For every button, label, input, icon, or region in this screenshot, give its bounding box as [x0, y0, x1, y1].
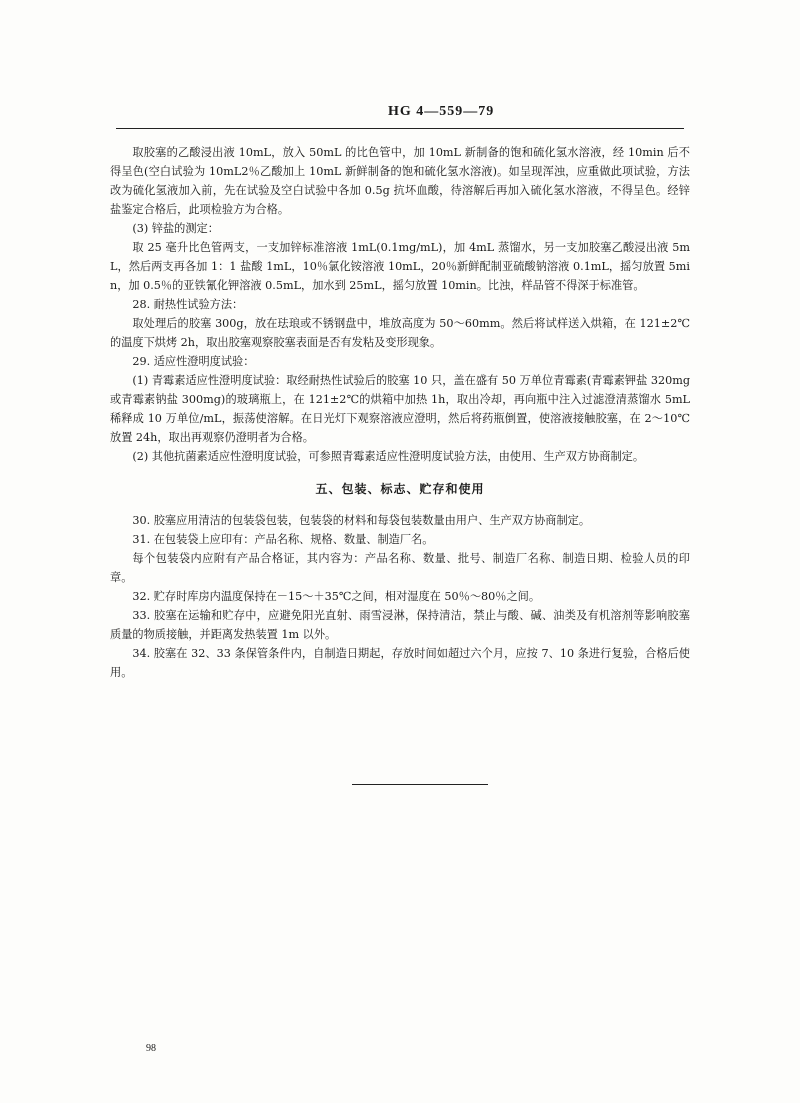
paragraph-other-antibiotics: (2) 其他抗菌素适应性澄明度试验，可参照青霉素适应性澄明度试验方法，由使用、生产双方协商制定。	[132, 450, 645, 463]
section-title: 五、包装、标志、贮存和使用	[315, 482, 485, 496]
item-33: 33. 胶塞在运输和贮存中，应避免阳光直射、雨雪浸淋，保持清洁，禁止与酸、碱、油类及有机溶剂等影响胶塞质量的物质接触，并距离发热装置 1m 以外。	[110, 609, 690, 641]
page-number: 98	[146, 1043, 156, 1054]
item-34: 34. 胶塞在 32、33 条保管条件内，自制造日期起，存放时间如超过六个月，应按 7、10 条进行复验，合格后使用。	[110, 647, 690, 679]
subheading-zinc-salt: (3) 锌盐的测定：	[132, 222, 219, 235]
document-body	[110, 143, 690, 682]
item-31: 31. 在包装袋上应印有：产品名称、规格、数量、制造厂名。	[132, 533, 434, 546]
item-30: 30. 胶塞应用清洁的包装袋包装，包装袋的材料和每袋包装数量由用户、生产双方协商制定。	[132, 514, 591, 527]
item-31-certificate: 每个包装袋内应附有产品合格证，其内容为：产品名称、数量、批号、制造厂名称、制造日期、检验人员的印章。	[110, 552, 690, 584]
paragraph-sulfide-test: 取胶塞的乙酸浸出液 10mL，放入 50mL 的比色管中，加 10mL 新制备的饱和硫化氢水溶液，经 10min 后不得呈色(空白试验为 10mL2％乙酸加上 10mL 新鲜制备的饱和硫化氢水溶液)。如呈现浑浊，应重做此项试验，方法改为硫化氢液加入前，先在试验及空白试验中各加 0.5g 抗坏血酸，待溶解后再加入硫化氢水溶液，不得呈色。经锌盐鉴定合格后，此项检验方为合格。	[110, 146, 690, 216]
standard-code: HG 4—559—79	[388, 104, 495, 119]
end-rule	[352, 784, 488, 785]
paragraph-zinc-salt-procedure: 取 25 毫升比色管两支，一支加锌标准溶液 1mL(0.1mg/mL)，加 4mL 蒸馏水，另一支加胶塞乙酸浸出液 5mL，然后两支再各加 1：1 盐酸 1mL，10％氯化铵溶液 10mL，20％新鲜配制亚硫酸钠溶液 0.1mL，摇匀放置 5min，加 0.5％的亚铁氰化钾溶液 0.5mL，加水到 25mL，摇匀放置 10min。比浊，样品管不得深于标准管。	[110, 241, 690, 292]
heading-item-28: 28. 耐热性试验方法：	[132, 298, 244, 311]
heading-item-29: 29. 适应性澄明度试验：	[132, 355, 255, 368]
paragraph-penicillin-clarity: (1) 青霉素适应性澄明度试验：取经耐热性试验后的胶塞 10 只，盖在盛有 50 万单位青霉素(青霉素钾盐 320mg 或青霉素钠盐 300mg)的玻璃瓶上，在 121±2℃的烘箱中加热 1h，取出冷却，再向瓶中注入过滤澄清蒸馏水 5mL 稀释成 10 万单位/mL，振荡使溶解。在日光灯下观察溶液应澄明，然后将药瓶倒置，使溶液接触胶塞，在 2～10℃放置 24h，取出再观察仍澄明者为合格。	[110, 374, 690, 444]
paragraph-heat-resistance: 取处理后的胶塞 300g，放在珐琅或不锈钢盘中，堆放高度为 50～60mm。然后将试样送入烘箱，在 121±2℃的温度下烘烤 2h，取出胶塞观察胶塞表面是否有发粘及变形现象。	[110, 317, 690, 349]
header-rule	[116, 128, 684, 129]
item-32: 32. 贮存时库房内温度保持在－15～＋35℃之间，相对湿度在 50％～80％之间。	[132, 590, 541, 603]
